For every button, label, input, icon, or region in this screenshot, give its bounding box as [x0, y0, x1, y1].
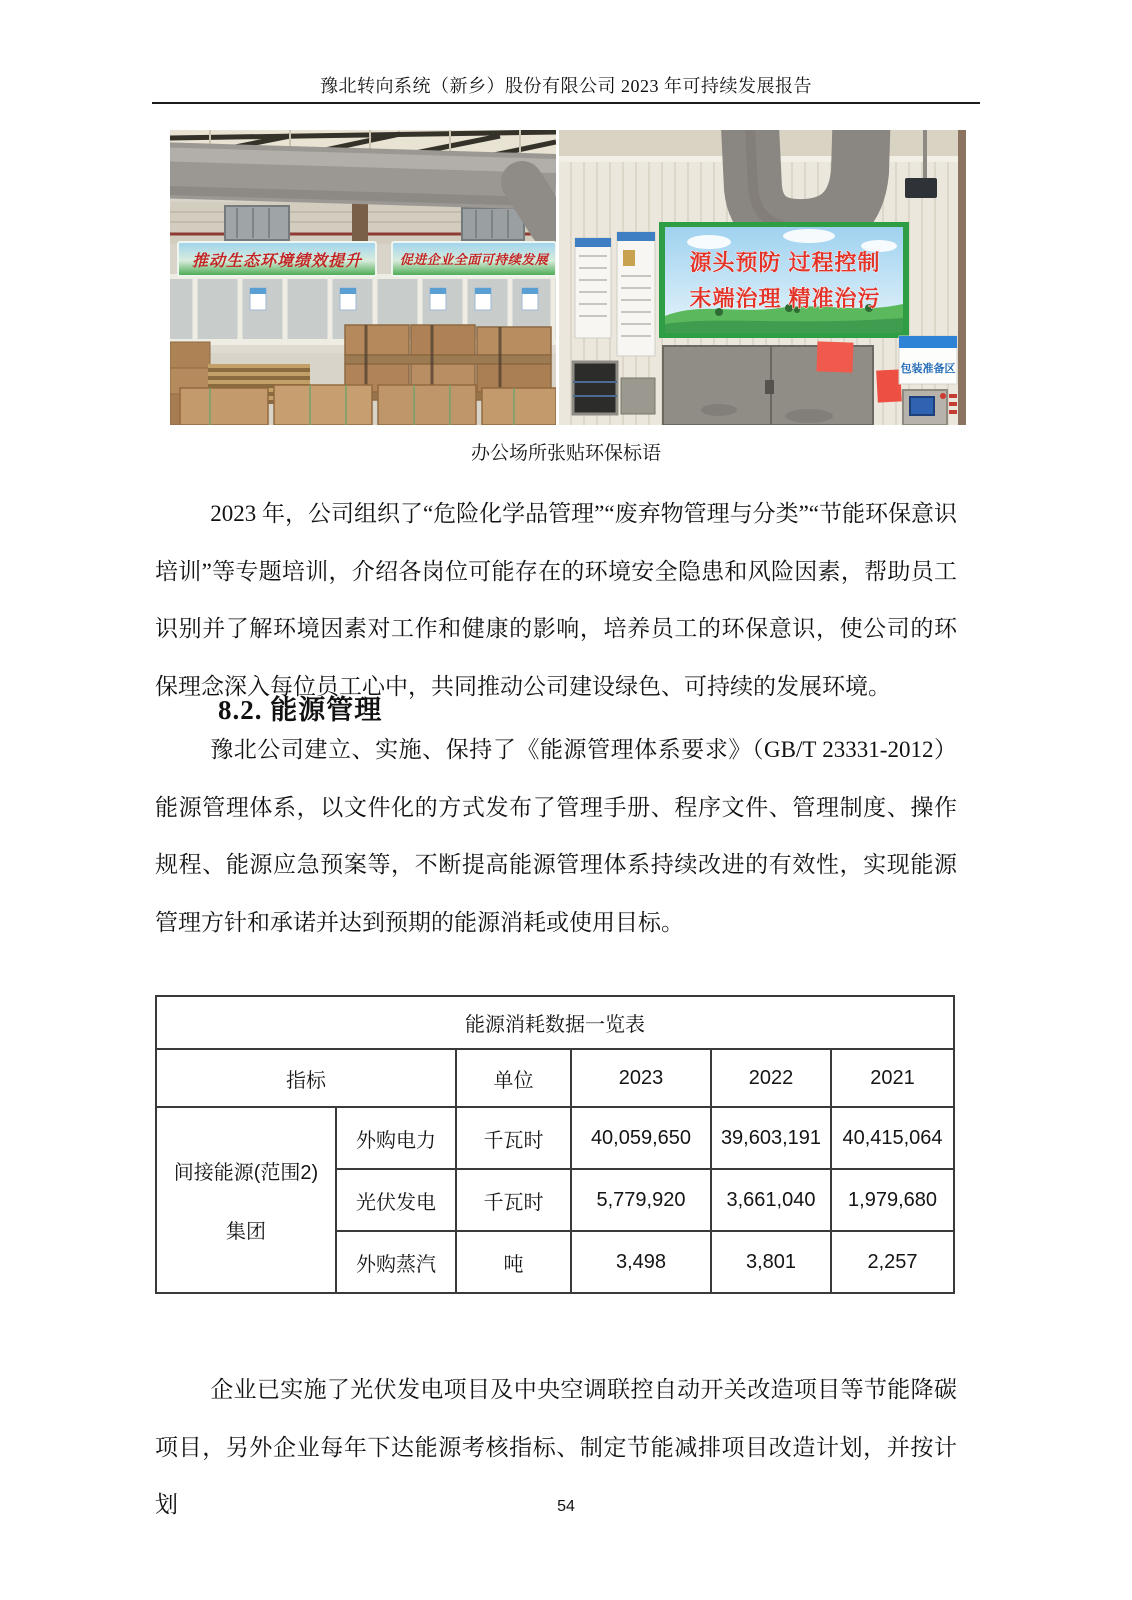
cell-2021-value: 1,979,680	[831, 1169, 954, 1231]
table-header-row	[156, 1049, 954, 1107]
col-header-indicator: 指标	[156, 1049, 456, 1107]
group-label-line1: 间接能源(范围2)	[173, 1162, 319, 1184]
slogan-sign	[659, 222, 909, 338]
cell-2023-value: 5,779,920	[571, 1169, 711, 1231]
red-note-on-cabinet	[816, 341, 853, 372]
cell-unit: 千瓦时	[456, 1169, 571, 1231]
banner-left-text: 推动生态环境绩效提升	[191, 253, 363, 270]
paragraph-training: 2023 年，公司组织了“危险化学品管理”“废弃物管理与分类”“节能环保意识培训”等专题培训，介绍各岗位可能存在的环境安全隐患和风险因素，帮助员工识别并了解环境因素对工作和健康的影响，培养员工的环保意识，使公司的环保理念深入每位员工心中，共同推动公司建设绿色、可持续的发展环境。	[155, 501, 957, 699]
right-photo	[559, 130, 966, 425]
paragraph-energy-projects: 企业已实施了光伏发电项目及中央空调联控自动开关改造项目等节能降碳项目，另外企业每年下达能源考核指标、制定节能减排项目改造计划，并按计划	[155, 1377, 957, 1517]
foreground-boxes	[180, 385, 556, 425]
hvac-grille-right	[462, 208, 524, 240]
photo-caption: 办公场所张贴环保标语	[470, 443, 661, 464]
cell-2023-value: 40,059,650	[571, 1107, 711, 1169]
cell-indicator: 外购电力	[336, 1107, 456, 1169]
wall-pillar	[352, 200, 368, 248]
area-sign	[899, 336, 957, 384]
col-header-2021: 2021	[831, 1049, 954, 1107]
left-photo	[170, 130, 556, 425]
cell-2023-value: 3,498	[571, 1231, 711, 1293]
col-header-2022: 2022	[711, 1049, 831, 1107]
area-sign-text: 包装准备区	[900, 363, 956, 375]
section-heading-energy-management: 8.2. 能源管理	[218, 695, 383, 726]
table-row	[156, 1107, 954, 1169]
col-header-2023: 2023	[571, 1049, 711, 1107]
edge-pole	[958, 130, 966, 425]
cell-2022-value: 3,801	[711, 1231, 831, 1293]
hvac-grille-left	[225, 206, 289, 240]
eco-banner-right	[392, 242, 556, 276]
cell-2021-value: 40,415,064	[831, 1107, 954, 1169]
cell-unit: 吨	[456, 1231, 571, 1293]
cell-2022-value: 3,661,040	[711, 1169, 831, 1231]
cell-2022-value: 39,603,191	[711, 1107, 831, 1169]
banner-right-text: 促进企业全面可持续发展	[399, 252, 549, 267]
cell-unit: 千瓦时	[456, 1107, 571, 1169]
page-number: 54	[557, 1498, 575, 1515]
cell-indicator: 光伏发电	[336, 1169, 456, 1231]
table-title: 能源消耗数据一览表	[156, 996, 954, 1049]
slogan-line1-text: 源头预防 过程控制	[689, 250, 881, 275]
document-header-title: 豫北转向系统（新乡）股份有限公司 2023 年可持续发展报告	[320, 76, 812, 96]
energy-consumption-table	[155, 995, 955, 1294]
header-divider-line	[152, 102, 980, 104]
right-photo-image	[559, 130, 966, 425]
photo-row	[170, 130, 966, 425]
cell-indicator: 外购蒸汽	[336, 1231, 456, 1293]
group-cell-indirect-energy	[156, 1107, 336, 1293]
red-note-on-wall	[876, 369, 902, 402]
paragraph-energy-system: 豫北公司建立、实施、保持了《能源管理体系要求》（GB/T 23331-2012）能源管理体系，以文件化的方式发布了管理手册、程序文件、管理制度、操作规程、能源应急预案等，不断提高能源管理体系持续改进的有效性，实现能源管理方针和承诺并达到预期的能源消耗或使用目标。	[155, 737, 957, 935]
slogan-line2-text: 末端治理 精准治污	[689, 286, 881, 311]
cell-2021-value: 2,257	[831, 1231, 954, 1293]
left-photo-image	[170, 130, 556, 425]
table-title-row	[156, 996, 954, 1049]
group-label-line2: 集团	[226, 1221, 266, 1243]
col-header-unit: 单位	[456, 1049, 571, 1107]
eco-banner-left	[178, 242, 376, 276]
